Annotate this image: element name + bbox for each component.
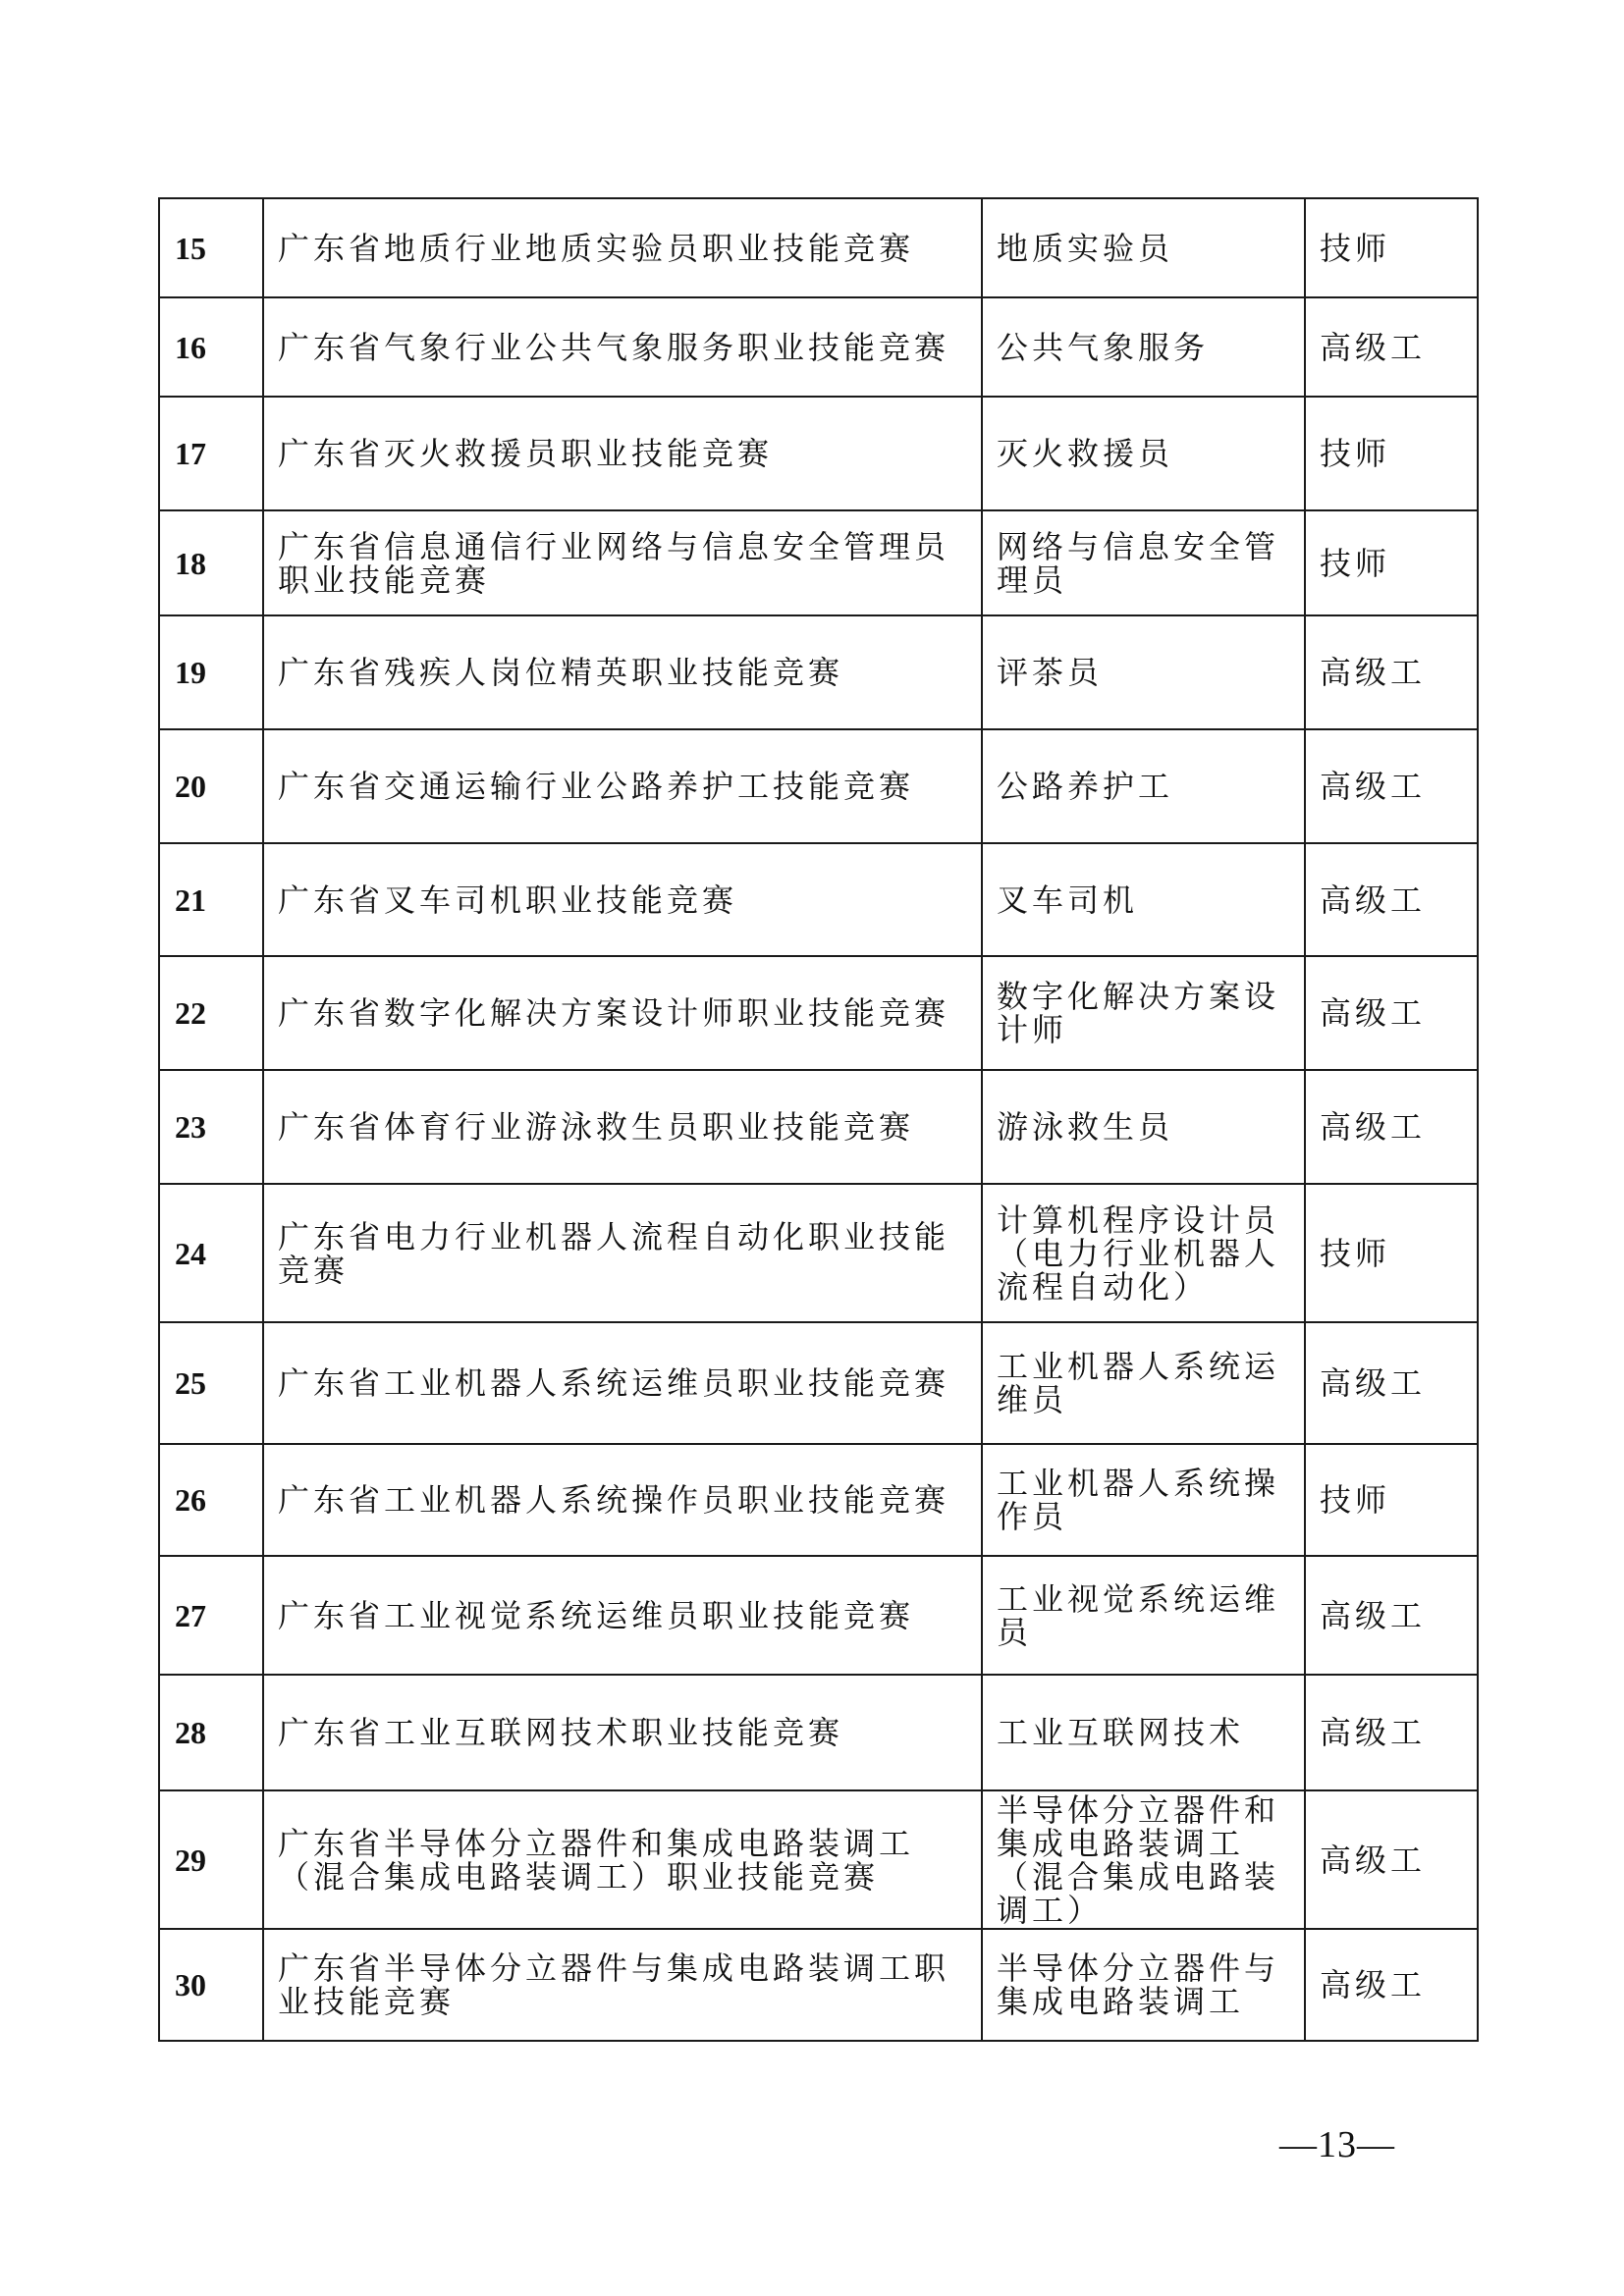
competition-name: 广东省工业互联网技术职业技能竞赛 [263, 1675, 982, 1790]
occupation-name: 评茶员 [982, 615, 1305, 729]
competition-name: 广东省叉车司机职业技能竞赛 [263, 843, 982, 956]
row-number: 29 [159, 1790, 263, 1929]
row-number: 20 [159, 729, 263, 843]
occupation-name: 游泳救生员 [982, 1070, 1305, 1184]
occupation-name: 数字化解决方案设计师 [982, 956, 1305, 1070]
table-row [159, 615, 1478, 729]
table-row [159, 1556, 1478, 1675]
competition-name: 广东省数字化解决方案设计师职业技能竞赛 [263, 956, 982, 1070]
table-row [159, 956, 1478, 1070]
table-row [159, 198, 1478, 297]
occupation-name: 灭火救援员 [982, 397, 1305, 510]
skill-level: 技师 [1305, 1444, 1478, 1556]
table-row [159, 729, 1478, 843]
occupation-name: 网络与信息安全管理员 [982, 510, 1305, 615]
row-number: 26 [159, 1444, 263, 1556]
occupation-name: 工业机器人系统操作员 [982, 1444, 1305, 1556]
skill-level: 高级工 [1305, 1675, 1478, 1790]
table-row [159, 1184, 1478, 1322]
skill-level: 高级工 [1305, 729, 1478, 843]
table-row [159, 297, 1478, 397]
skill-level: 高级工 [1305, 956, 1478, 1070]
row-number: 30 [159, 1929, 263, 2041]
competition-name: 广东省信息通信行业网络与信息安全管理员职业技能竞赛 [263, 510, 982, 615]
table-row [159, 1444, 1478, 1556]
occupation-name: 地质实验员 [982, 198, 1305, 297]
page-number: —13— [1279, 2124, 1395, 2165]
table-row [159, 843, 1478, 956]
table-row [159, 397, 1478, 510]
competition-name: 广东省地质行业地质实验员职业技能竞赛 [263, 198, 982, 297]
row-number: 21 [159, 843, 263, 956]
competition-name: 广东省工业机器人系统操作员职业技能竞赛 [263, 1444, 982, 1556]
occupation-name: 公路养护工 [982, 729, 1305, 843]
skill-level: 高级工 [1305, 1790, 1478, 1929]
skill-level: 高级工 [1305, 1929, 1478, 2041]
row-number: 18 [159, 510, 263, 615]
row-number: 28 [159, 1675, 263, 1790]
skill-level: 技师 [1305, 510, 1478, 615]
occupation-name: 工业视觉系统运维员 [982, 1556, 1305, 1675]
occupation-name: 工业互联网技术 [982, 1675, 1305, 1790]
skill-level: 高级工 [1305, 1322, 1478, 1444]
skill-level: 高级工 [1305, 1070, 1478, 1184]
competition-table-body [159, 198, 1478, 2041]
occupation-name: 公共气象服务 [982, 297, 1305, 397]
skill-level: 技师 [1305, 198, 1478, 297]
row-number: 17 [159, 397, 263, 510]
occupation-name: 半导体分立器件和集成电路装调工（混合集成电路装调工） [982, 1790, 1305, 1929]
row-number: 19 [159, 615, 263, 729]
competition-name: 广东省体育行业游泳救生员职业技能竞赛 [263, 1070, 982, 1184]
skill-level: 高级工 [1305, 297, 1478, 397]
row-number: 22 [159, 956, 263, 1070]
row-number: 24 [159, 1184, 263, 1322]
occupation-name: 半导体分立器件与集成电路装调工 [982, 1929, 1305, 2041]
row-number: 23 [159, 1070, 263, 1184]
competition-name: 广东省电力行业机器人流程自动化职业技能竞赛 [263, 1184, 982, 1322]
competition-name: 广东省半导体分立器件和集成电路装调工（混合集成电路装调工）职业技能竞赛 [263, 1790, 982, 1929]
competition-name: 广东省灭火救援员职业技能竞赛 [263, 397, 982, 510]
competition-name: 广东省残疾人岗位精英职业技能竞赛 [263, 615, 982, 729]
row-number: 15 [159, 198, 263, 297]
table-row [159, 510, 1478, 615]
table-row [159, 1790, 1478, 1929]
skill-level: 高级工 [1305, 1556, 1478, 1675]
competition-name: 广东省半导体分立器件与集成电路装调工职业技能竞赛 [263, 1929, 982, 2041]
row-number: 27 [159, 1556, 263, 1675]
competition-name: 广东省工业视觉系统运维员职业技能竞赛 [263, 1556, 982, 1675]
skill-level: 技师 [1305, 397, 1478, 510]
table-row [159, 1929, 1478, 2041]
skill-level: 高级工 [1305, 843, 1478, 956]
skill-level: 技师 [1305, 1184, 1478, 1322]
occupation-name: 计算机程序设计员（电力行业机器人流程自动化） [982, 1184, 1305, 1322]
competition-name: 广东省交通运输行业公路养护工技能竞赛 [263, 729, 982, 843]
skill-level: 高级工 [1305, 615, 1478, 729]
competition-name: 广东省工业机器人系统运维员职业技能竞赛 [263, 1322, 982, 1444]
row-number: 16 [159, 297, 263, 397]
competition-name: 广东省气象行业公共气象服务职业技能竞赛 [263, 297, 982, 397]
row-number: 25 [159, 1322, 263, 1444]
occupation-name: 工业机器人系统运维员 [982, 1322, 1305, 1444]
competition-table [158, 197, 1479, 2042]
occupation-name: 叉车司机 [982, 843, 1305, 956]
table-row [159, 1322, 1478, 1444]
table-row [159, 1675, 1478, 1790]
table-row [159, 1070, 1478, 1184]
